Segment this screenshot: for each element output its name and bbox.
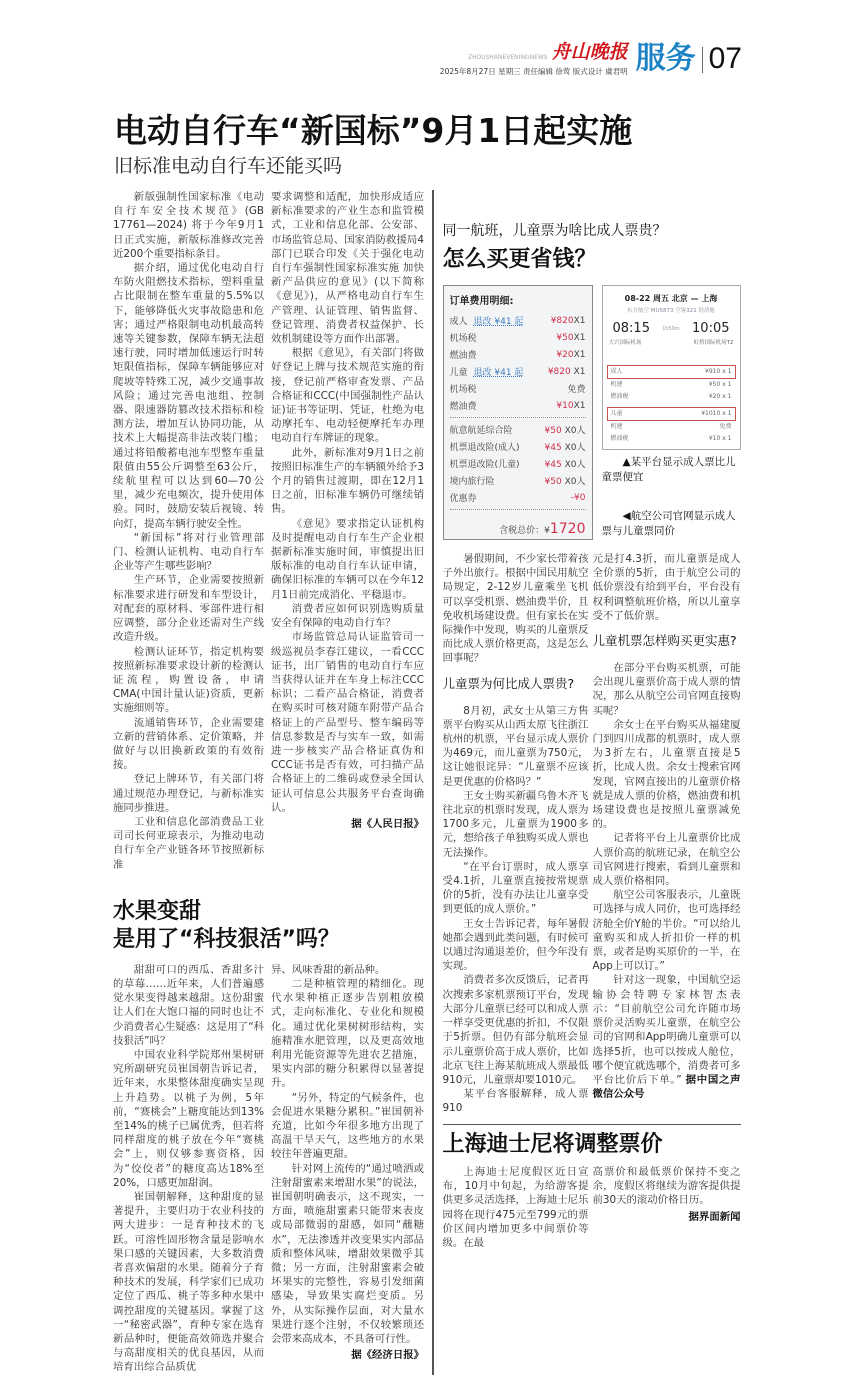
ebike-column-2: 要求调整和适配，加快形成适应新标准要求的产业生态和监管模式，工业和信息化部、公安部、市场监管总局、国家消防救援局4部门已联合印发《关于强化电动自行车强制性国家标准实施 加快新产品供应的意见》(以下简称《意见》)，从严格电动自行车生产管理、认证管理、销售监督、登记管理、消费者权益保护、长效机制建设等方面作出部署。 根据《意见》，有关部门将做好登记上牌与技术规范实施的衔接，登记前严格审查发票、产品合格证和CCC(中国强制性产品认证)证书等证明、凭证，杜绝为电动摩托车、电动轻便摩托车办理电动自行车牌证的现象。 此外，新标准对9月1日之前按照旧标准生产的车辆额外给予3个月的销售过渡期，即在12月1日之前，旧标准车辆仍可继续销售。 《意见》要求指定认证机构及时提醒电动自行车生产企业根据新标准实施时间，审慎提出旧版标准的电动自行车认证申请，确保旧标准的车辆可以在今年12月1日前完成消化、平稳退市。 消费者应如何识别选购质量安全有保障的电动自行车？ 市场监管总局认证监管司一级巡视员李春江建议，一看CCC证书，出厂销售的电动自行车应当获得认证并在车身上标注CCC标识；二看产品合格证，消费者在购买时可核对随车附带产品合格证上的产品型号、整车编码等信息参数是否与实车一致，如需进一步核实产品合格证真伪和CCC证书是否有效，可扫描产品合格证上的二维码或登录全国认证认可信息公共服务平台查询确认。 据《人民日报》 [271, 191, 424, 830]
fee-row: 机场税 ¥50X1 [449, 332, 586, 344]
source-credit: 据界面新闻 [688, 1210, 741, 1223]
disney-column-1: 上海迪士尼度假区近日宣布，10月中旬起，为给游客提供更多灵活选择，上海迪士尼乐园将在现行475元至799元的票价区间内增加更多中间票价等级。在最 [442, 1166, 589, 1250]
headline-disney: 上海迪士尼将调整票价 [442, 1132, 663, 1158]
airline-site-screenshot: 08-22 周五 北京 — 上海 东方航空 MU5873 空客321 经济舱 08:15 1h50m 10:05 大兴国际机场 虹桥国际机场T2 成人 ¥910 x 1 机建 ¥50 x 1 燃油税 ¥20 x 1 儿童 ¥1010 x 1 机建 免费 燃油税 ¥10 x 1 [602, 285, 741, 450]
fee-row: 境内旅行险 ¥50 X0人 [449, 477, 586, 487]
masthead-english: ZHOUSHANEVENINGNEWS [467, 54, 548, 61]
disney-columns [443, 1165, 741, 1250]
subheadline-ebike: 旧标准电动自行车还能买吗 [114, 155, 343, 177]
fruit-column-2: 异、风味香甜的新品种。 二是种植管理的精细化。现代水果种植正逐步告别粗放模式，走向标准化、专业化和规模化。通过优化果树树形结构，实施精准水肥管理，以及更高效地利用光能资源等先进农艺措施，果实内部的糖分积累得以显著提升。 “另外，特定的气候条件，也会促进水果糖分累积。”崔国朝补充道，比如今年很多地方出现了高温干旱天气，这些地方的水果较往年普遍更甜。 针对网上流传的“通过喷洒或注射甜蜜素来增甜水果”的说法，崔国朝明确表示，这不现实，一方面，喷施甜蜜素只能带来表皮或局部微弱的甜感，如同“蘸糖水”，无法渗透并改变果实内部品质和整体风味，增甜效果微乎其微；另一方面，注射甜蜜素会破坏果实的完整性，容易引发细菌感染，导致果实腐烂变质。另外，从实际操作层面，对大量水果进行逐个注射，不仅较繁琐还会带来高成本，不具备可行性。 据《经济日报》 [271, 963, 424, 1362]
fee-row: 儿童 退改 ¥41 起 ¥820 X1 [449, 366, 586, 378]
divider [443, 1124, 741, 1126]
masthead [440, 40, 742, 78]
section-title: 服务 [635, 41, 696, 76]
flight-column-1: 暑假期间，不少家长带着孩子外出旅行。根据中国民用航空局规定，2-12岁儿童乘坐飞机可以享受机票、燃油费半价，且免收机场建设费。但有家长在实际操作中发现，购买的儿童票反而比成人票价格更高，这是怎么回事呢？ 儿童票为何比成人票贵? 8月初，武女士从第三方售票平台购买从山西太原飞往浙江杭州的机票，平台显示成人票价为469元，而儿童票为750元，这让她很诧异：“儿童票不应该是更优惠的价格吗？” 王女士购买新疆乌鲁木齐飞往北京的机票时发现，成人票为1700多元，儿童票为1900多元，想给孩子单独购买成人票也无法操作。 “在平台订票时，成人票享受4.1折，儿童票直接按常规票价的5折，没有办法让儿童享受到更低的成人票价。” 王女士告诉记者，每年暑假她都会遇到此类问题，有时候可以通过沟通退差价，但今年没有实现。 消费者多次反馈后，记者再次搜索多家机票预订平台，发现大部分儿童票已经可以和成人票一样享受更优惠的折扣，不仅限于5折票。但仍有部分航班会显示儿童票价高于成人票价，比如北京飞往上海某航班成人票最低910元，儿童票却要1010元。 某平台客服解释，成人票910 [442, 553, 589, 1115]
headline-flight: 怎么买更省钱？ [442, 247, 597, 272]
page-number: 07 [708, 42, 742, 75]
source-credit: 据中国之声微信公众号 [592, 1073, 741, 1101]
date-line: 2025年8月27日 星期三 责任编辑 徐莺 版式设计 虞君明 [439, 67, 628, 76]
ebike-columns [113, 190, 424, 872]
flight-column-2: 元是打4.3折，而儿童票是成人全价票的5折，由于航空公司的低价票没有给到平台，平台没有权利调整航班价格，所以儿童享受不了低价票。 儿童机票怎样购买更实惠? 在部分平台购买机票，可能会出现儿童票价高于成人票的情况，那么从航空公司官网直接购买呢？ 余女士在平台购买从福建厦门到四川成都的机票时，成人票为3折左右，儿童票直接是5折，比成人贵。余女士搜索官网发现，官网直接出的儿童票价格就是成人票的价格，燃油费和机场建设费也是按照儿童票减免的。 记者将平台上儿童票价比成人票价高的航班记录，在航空公司官网进行搜索，看到儿童票和成人票价格相同。 航空公司客服表示，儿童既可选择与成人同价，也可选择经济舱全价Y舱的半价。“可以给儿童购买和成人折扣价一样的机票，或者是购买原价的一半，在App上可以订。” 针对这一现象，中国航空运输协会特聘专家林智杰表示：“目前航空公司允许随市场票价灵活购买儿童票，在航空公司的官网和App明确儿童票可以选择5折，也可以按成人舱位，哪个便宜就选哪个，消费者可多平台比价后下单。” 据中国之声微信公众号 [592, 553, 741, 1101]
right-area [443, 190, 741, 1375]
fee-row: 优惠券 -¥0 [449, 492, 586, 504]
fee-row: 机票退改险(儿童) ¥45 X0人 [449, 460, 586, 470]
column-divider [432, 190, 434, 1375]
divider [702, 47, 703, 73]
subhead-why: 儿童票为何比成人票贵? [442, 675, 575, 691]
source-credit: 据《人民日报》 [351, 817, 424, 830]
total-price: 含税总价：¥1720 [499, 521, 586, 537]
child-fare-row: 儿童 ¥1010 x 1 [607, 407, 736, 421]
fee-row: 燃油费 ¥20X1 [449, 349, 586, 361]
fruit-story [113, 898, 424, 1375]
disney-column-2: 高票价和最低票价保持不变之余，度假区将继续为游客提供提前30天的滚动价格日历。 据界面新闻 [592, 1166, 741, 1223]
headline-fruit-2: 是用了“科技狠活”吗？ [113, 926, 340, 952]
left-area [113, 190, 424, 1375]
subhead-how: 儿童机票怎样购买更实惠? [592, 633, 737, 649]
masthead-logo: 舟山晚报 [551, 41, 628, 63]
order-detail-screenshot: 订单费用明细: 成人 退改 ¥41 起 ¥820X1 机场税 ¥50X1 燃油费 ¥20X1 儿童 退改 ¥41 起 ¥820 X1 机场税 免费 燃油费 ¥10X1 航意航延综合险 ¥50 X0人 机票退改险(成人) ¥45 X0人 机票退改险(儿童) ¥45 X0人 境内旅行险 ¥50 X0人 优惠券 -¥0 含税总价：¥1720 [443, 285, 593, 540]
adult-fare-row: 成人 ¥910 x 1 [607, 365, 736, 379]
refund-link[interactable]: 退改 ¥41 起 [473, 317, 524, 327]
airline-image-box [602, 285, 741, 539]
refund-link[interactable]: 退改 ¥41 起 [473, 368, 524, 378]
fee-row: 燃油费 ¥10X1 [449, 400, 586, 412]
flight-images [443, 285, 741, 540]
flight-columns [443, 552, 741, 1116]
fruit-columns [113, 963, 424, 1375]
fee-row: 机场税 免费 [449, 385, 586, 395]
headline-ebike: 电动自行车“新国标”9月1日起实施 [114, 111, 633, 150]
fee-row: 成人 退改 ¥41 起 ¥820X1 [449, 315, 586, 327]
caption-1: ▲某平台显示成人票比儿童票便宜 [601, 456, 736, 483]
headline-fruit-1: 水果变甜 [113, 898, 202, 924]
source-credit: 据《经济日报》 [351, 1349, 424, 1362]
fee-row: 机票退改险(成人) ¥45 X0人 [449, 443, 586, 453]
main-content [113, 190, 741, 1375]
fruit-column-1: 甜甜可口的西瓜、香甜多汁的草莓……近年来，人们普遍感觉水果变得越来越甜。这份甜蜜让人们在大饱口福的同时也让不少消费者心生疑惑：这是用了“科技狠活”吗？ 中国农业科学院郑州果树研究所副研究员崔国朝告诉记者，近年来，水果整体甜度确实呈现上升趋势。以桃子为例，5年前，“赛桃会”上糖度能达到13%至14%的桃子已属优秀，但若将同样甜度的桃子放在今年“赛桃会”上，则仅够参赛资格，因为“佼佼者”的糖度高达18%至20%，口感更加甜润。 崔国朝解释，这种甜度的显著提升，主要归功于农业科技的两大进步：一是育种技术的飞跃。可溶性固形物含量是影响水果口感的关键因素，大多数消费者喜欢偏甜的水果。随着分子育种技术的发展，科学家们已成功定位了西瓜、桃子等多种水果中调控甜度的关键基因。掌握了这一“秘密武器”，育种专家在选育新品种时，便能高效筛选并聚合与高甜度相关的优良基因，从而培育出综合品质优 [113, 963, 264, 1374]
fee-row: 航意航延综合险 ¥50 X0人 [449, 426, 586, 436]
caption-2: ◀航空公司官网显示成人票与儿童票同价 [601, 510, 736, 537]
ebike-column-1: 新版强制性国家标准《电动自行车安全技术规范》(GB 17761—2024) 将于今年9月1日正式实施，新版标准修改完善近200个重要指标条目。 据介绍，通过优化电动自行车防火阻燃技术指标，塑料重量占比限制在整车重量的5.5%以下，能够降低火灾事故隐患和危害；通过严格限制电动机最高转速等关键参数，保障车辆无法超速行驶，同时增加低速运行时转矩限值指标，保障车辆能够应对爬坡等特殊工况，减少交通事故风险；通过完善电池组、控制器、限速器防篡改技术指标和检测方法，增加互认协同功能，从技术上大幅提高非法改装门槛；通过将铅酸蓄电池车型整车重量限值由55公斤调整至63公斤，续航里程可以达到60—70公里，减少充电频次，提升使用体验。同时，鼓励安装后视镜、转向灯，提高车辆行驶安全性。 “新国标”将对行业管理部门、检测认证机构、电动自行车企业等产生哪些影响？ 生产环节，企业需要按照新标准要求进行研发和车型设计，对配套的原材料、零部件进行相应调整，部分企业还需对生产线改造升级。 检测认证环节，指定机构要按照新标准要求设计新的检测认证流程，购置设备，申请CMA(中国计量认证)资质，更新实施细则等。 流通销售环节，企业需要建立新的营销体系、定价策略，并做好与以旧换新政策的有效衔接。 登记上牌环节，有关部门将通过规范办理登记，与新标准实施同步推进。 工业和信息化部消费品工业司司长何亚琼表示，为推动电动自行车全产业链各环节按照新标准 [113, 191, 264, 871]
kicker-flight: 同一航班，儿童票为啥比成人票贵？ [442, 223, 667, 239]
